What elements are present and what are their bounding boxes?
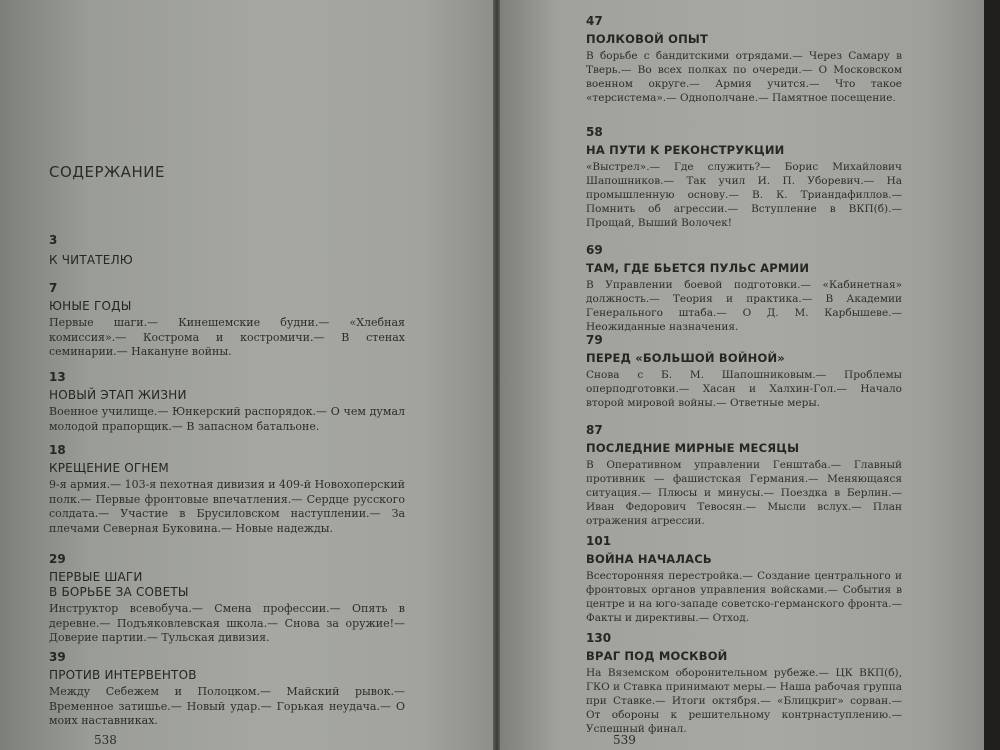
entry-description: В Оперативном управлении Генштаба.— Главный противник — фашистская Германия.— Меняющаяся ситуация.— Плюсы и минусы.— Поездка в Берлин.— Иван Федорович Тевосян.— Мысли вслух.— План отражения агрессии.	[586, 459, 902, 527]
entry-page-number: 130	[586, 631, 612, 645]
toc-entry	[586, 14, 902, 105]
toc-entry	[586, 125, 902, 230]
entry-title: НОВЫЙ ЭТАП ЖИЗНИ	[49, 388, 187, 402]
entry-title: ЮНЫЕ ГОДЫ	[49, 299, 132, 313]
entry-title: ПОЛКОВОЙ ОПЫТ	[586, 32, 709, 46]
toc-entry	[49, 650, 405, 729]
entry-description: «Выстрел».— Где служить?— Борис Михайлович Шапошников.— Так учил И. П. Уборевич.— На промышленную основу.— В. К. Триандафиллов.— Помнить об агрессии.— Вступление в ВКП(б).— Прощай, Выший Волочек!	[586, 161, 902, 229]
toc-entry	[49, 443, 405, 536]
toc-entry	[586, 534, 902, 625]
entry-title: ПОСЛЕДНИЕ МИРНЫЕ МЕСЯЦЫ	[586, 441, 800, 455]
toc-entry	[586, 631, 902, 736]
entry-description: Снова с Б. М. Шапошниковым.— Проблемы оперподготовки.— Хасан и Халхин-Гол.— Начало второй мировой войны.— Ответные меры.	[586, 369, 902, 409]
entry-page-number: 13	[49, 370, 66, 384]
entry-page-number: 101	[586, 534, 612, 548]
entry-description: Всесторонняя перестройка.— Создание центрального и фронтовых органов управления войсками.— События в центре и на юго-западе советско-германского фронта.— Факты и директивы.— Отход.	[586, 570, 902, 624]
entry-page-number: 7	[49, 281, 58, 295]
entry-title: ВРАГ ПОД МОСКВОЙ	[586, 649, 728, 663]
toc-entry	[586, 243, 902, 334]
entry-title: К ЧИТАТЕЛЮ	[49, 253, 133, 267]
toc-entry	[49, 281, 405, 360]
toc-heading: СОДЕРЖАНИЕ	[49, 163, 165, 181]
toc-entry	[49, 552, 405, 646]
page-folio-right: 539	[613, 733, 636, 747]
entry-description: На Вяземском оборонительном рубеже.— ЦК ВКП(б), ГКО и Ставка принимают меры.— Наша рабочая группа при Ставке.— Итоги октября.— «Блицкриг» сорван.— От обороны к решительному контрнаступлению.— Успешный финал.	[586, 667, 902, 735]
entry-description: 9-я армия.— 103-я пехотная дивизия и 409-й Новохоперский полк.— Первые фронтовые впечатления.— Сердце русского солдата.— Участие в Брусиловском наступлении.— За плечами Северная Буковина.— Новые надежды.	[49, 478, 406, 535]
entry-page-number: 39	[49, 650, 66, 664]
left-page	[0, 0, 494, 750]
entry-page-number: 79	[586, 333, 603, 347]
right-page	[500, 0, 984, 750]
entry-page-number: 18	[49, 443, 66, 457]
entry-page-number: 58	[586, 125, 603, 139]
entry-description: Между Себежем и Полоцком.— Майский рывок.— Временное затишье.— Новый удар.— Горькая неудача.— О моих наставниках.	[49, 685, 405, 728]
page-folio-left: 538	[94, 733, 117, 747]
entry-page-number: 3	[49, 233, 58, 247]
entry-title: НА ПУТИ К РЕКОНСТРУКЦИИ	[586, 143, 785, 157]
entry-page-number: 87	[586, 423, 603, 437]
entry-title: ВОЙНА НАЧАЛАСЬ	[586, 552, 712, 566]
entry-title: ПЕРЕД «БОЛЬШОЙ ВОЙНОЙ»	[586, 351, 785, 365]
entry-page-number: 29	[49, 552, 66, 566]
entry-description: Инструктор всевобуча.— Смена профессии.— Опять в деревне.— Подъяковлевская школа.— Снова за оружие!— Доверие партии.— Тульская дивизия.	[49, 602, 405, 645]
entry-title: КРЕЩЕНИЕ ОГНЕМ	[49, 461, 169, 475]
toc-entry	[586, 423, 902, 528]
toc-entry	[49, 233, 405, 268]
background-edge	[984, 0, 1000, 750]
toc-entry	[49, 370, 405, 434]
entry-description: Военное училище.— Юнкерский распорядок.— О чем думал молодой прапорщик.— В запасном батальоне.	[49, 405, 405, 433]
entry-title: ТАМ, ГДЕ БЬЕТСЯ ПУЛЬС АРМИИ	[586, 261, 810, 275]
entry-page-number: 69	[586, 243, 603, 257]
entry-description: В Управлении боевой подготовки.— «Кабинетная» должность.— Теория и практика.— В Академии Генерального штаба.— О Д. М. Карбышеве.— Неожиданные назначения.	[586, 279, 902, 333]
entry-title: ПРОТИВ ИНТЕРВЕНТОВ	[49, 668, 197, 682]
entry-title-line-2: В БОРЬБЕ ЗА СОВЕТЫ	[49, 585, 189, 599]
entry-title: ПЕРВЫЕ ШАГИ	[49, 570, 143, 584]
toc-entry	[586, 333, 902, 410]
entry-description: В борьбе с бандитскими отрядами.— Через Самару в Тверь.— Во всех полках по очереди.— О Московском военном округе.— Армия учится.— Что такое «терсистема».— Однополчане.— Памятное посещение.	[586, 50, 902, 104]
entry-page-number: 47	[586, 14, 603, 28]
entry-description: Первые шаги.— Кинешемские будни.— «Хлебная комиссия».— Кострома и костромичи.— В стенах семинарии.— Накануне войны.	[49, 316, 405, 359]
